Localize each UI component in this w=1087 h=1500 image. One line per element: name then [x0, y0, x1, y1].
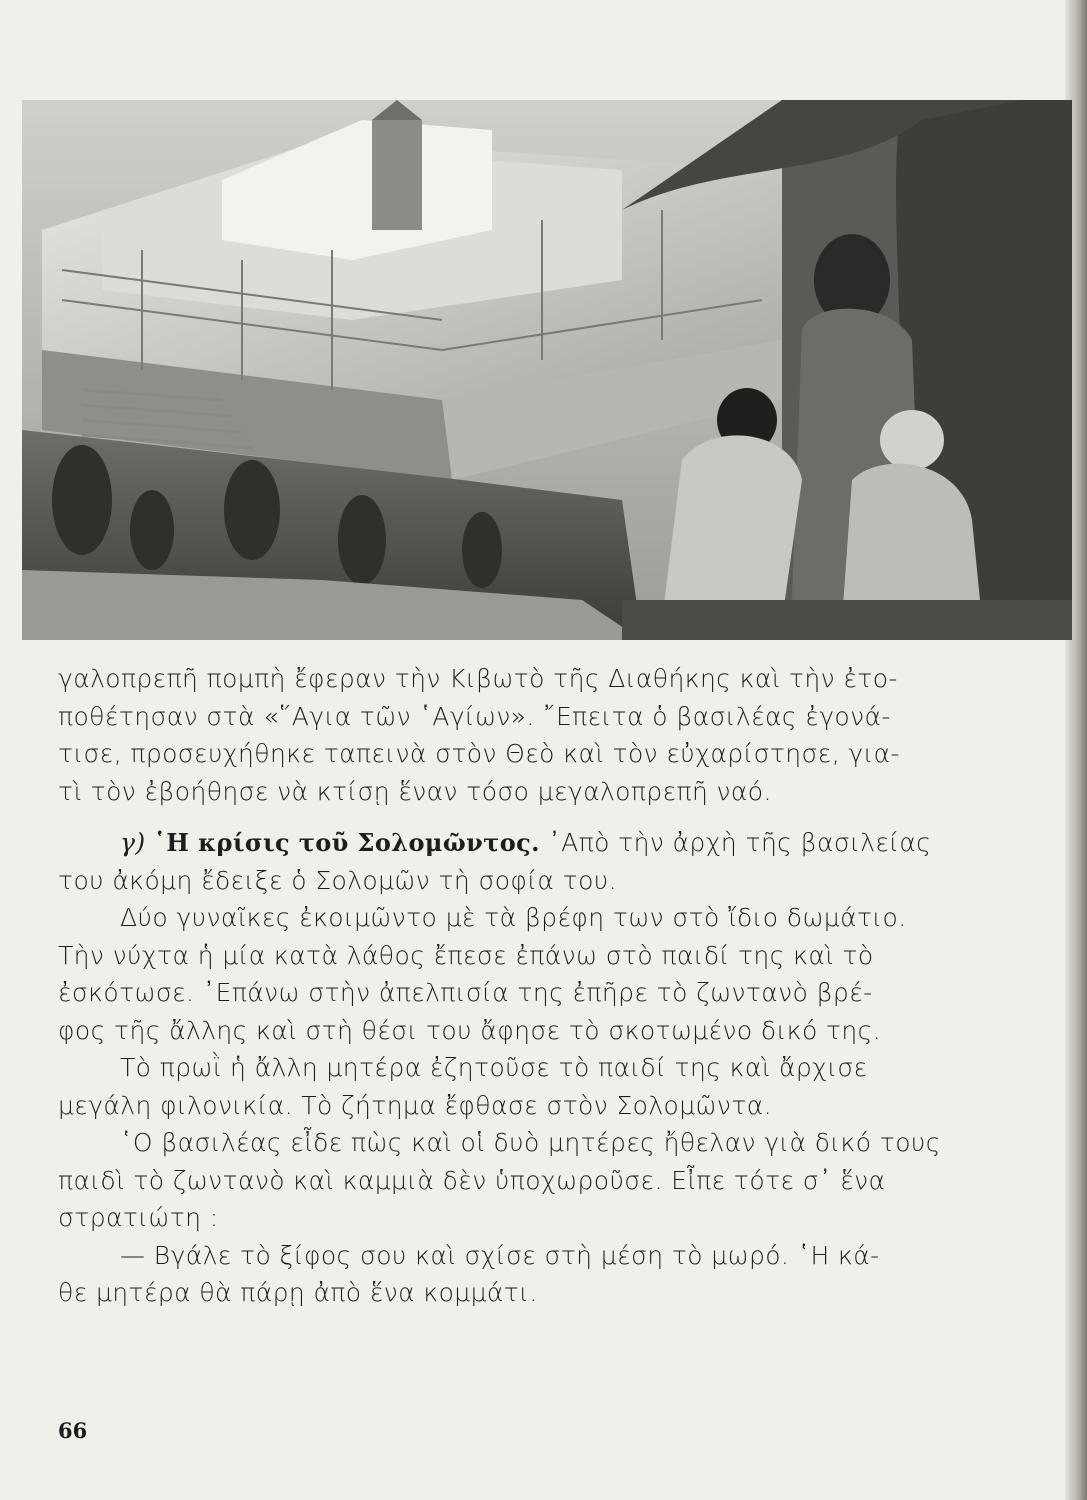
text-line: Δύο γυναῖκες ἐκοιμῶντο μὲ τὰ βρέφη των στὸ ἴδιο δωμάτιο.: [120, 903, 907, 932]
text-line: στρατιώτη :: [58, 1203, 219, 1232]
section-label: γ): [120, 828, 146, 857]
text-line: τισε, προσευχήθηκε ταπεινὰ στὸν Θεὸ καὶ τὸν εὐχαρίστησε, για-: [58, 739, 900, 768]
section-heading-line: [58, 824, 1018, 862]
text-line: μεγάλη φιλονικία. Τὸ ζήτημα ἔφθασε στὸν Σολομῶντα.: [58, 1090, 772, 1120]
text-line: φος τῆς ἄλλης καὶ στὴ θέσι του ἄφησε τὸ σκοτωμένο δικό της.: [58, 1015, 882, 1045]
body-text: [58, 660, 1018, 1312]
section-title: ῾Η κρίσις τοῦ Σολομῶντος.: [153, 828, 540, 857]
text-line: Τὴν νύχτα ἡ μία κατὰ λάθος ἔπεσε ἐπάνω στὸ παιδί της καὶ τὸ: [58, 940, 874, 970]
section-intro-text: ᾿Απὸ τὴν ἀρχὴ τῆς βασιλείας: [539, 828, 932, 857]
text-line: παιδὶ τὸ ζωντανὸ καὶ καμμιὰ δὲν ὑποχωροῦσε. Εἶπε τότε σ᾿ ἕνα: [58, 1165, 886, 1195]
text-line: του ἀκόμη ἔδειξε ὁ Σολομῶν τὴ σοφία του.: [58, 865, 617, 895]
text-line: Τὸ πρωῒ ἡ ἄλλη μητέρα ἐζητοῦσε τὸ παιδί της καὶ ἄρχισε: [120, 1053, 868, 1082]
temple-illustration-drawing: [22, 100, 1072, 640]
text-line: ἐσκότωσε. ᾿Επάνω στὴν ἀπελπισία της ἐπῆρε τὸ ζωντανὸ βρέ-: [58, 978, 873, 1007]
text-line: θε μητέρα θὰ πάρῃ ἀπὸ ἕνα κομμάτι.: [58, 1278, 538, 1307]
text-line: — Βγάλε τὸ ξίφος σου καὶ σχίσε στὴ μέση τὸ μωρό. ῾Η κά-: [120, 1240, 880, 1270]
text-line: ῾Ο βασιλέας εἶδε πὼς καὶ οἱ δυὸ μητέρες ἤθελαν γιὰ δικό τους: [120, 1128, 941, 1157]
text-line: τὶ τὸν ἐβοήθησε νὰ κτίσῃ ἕναν τόσο μεγαλοπρεπῆ ναό.: [58, 776, 772, 806]
text-line: ποθέτησαν στὰ «῞Αγια τῶν ῾Αγίων». ῎Επειτα ὁ βασιλέας ἐγονά-: [58, 701, 891, 731]
temple-illustration: [22, 100, 1072, 640]
text-line: γαλοπρεπῆ πομπὴ ἔφεραν τὴν Κιβωτὸ τῆς Διαθήκης καὶ τὴν ἐτο-: [58, 664, 898, 693]
page-number: 66: [58, 1418, 88, 1443]
